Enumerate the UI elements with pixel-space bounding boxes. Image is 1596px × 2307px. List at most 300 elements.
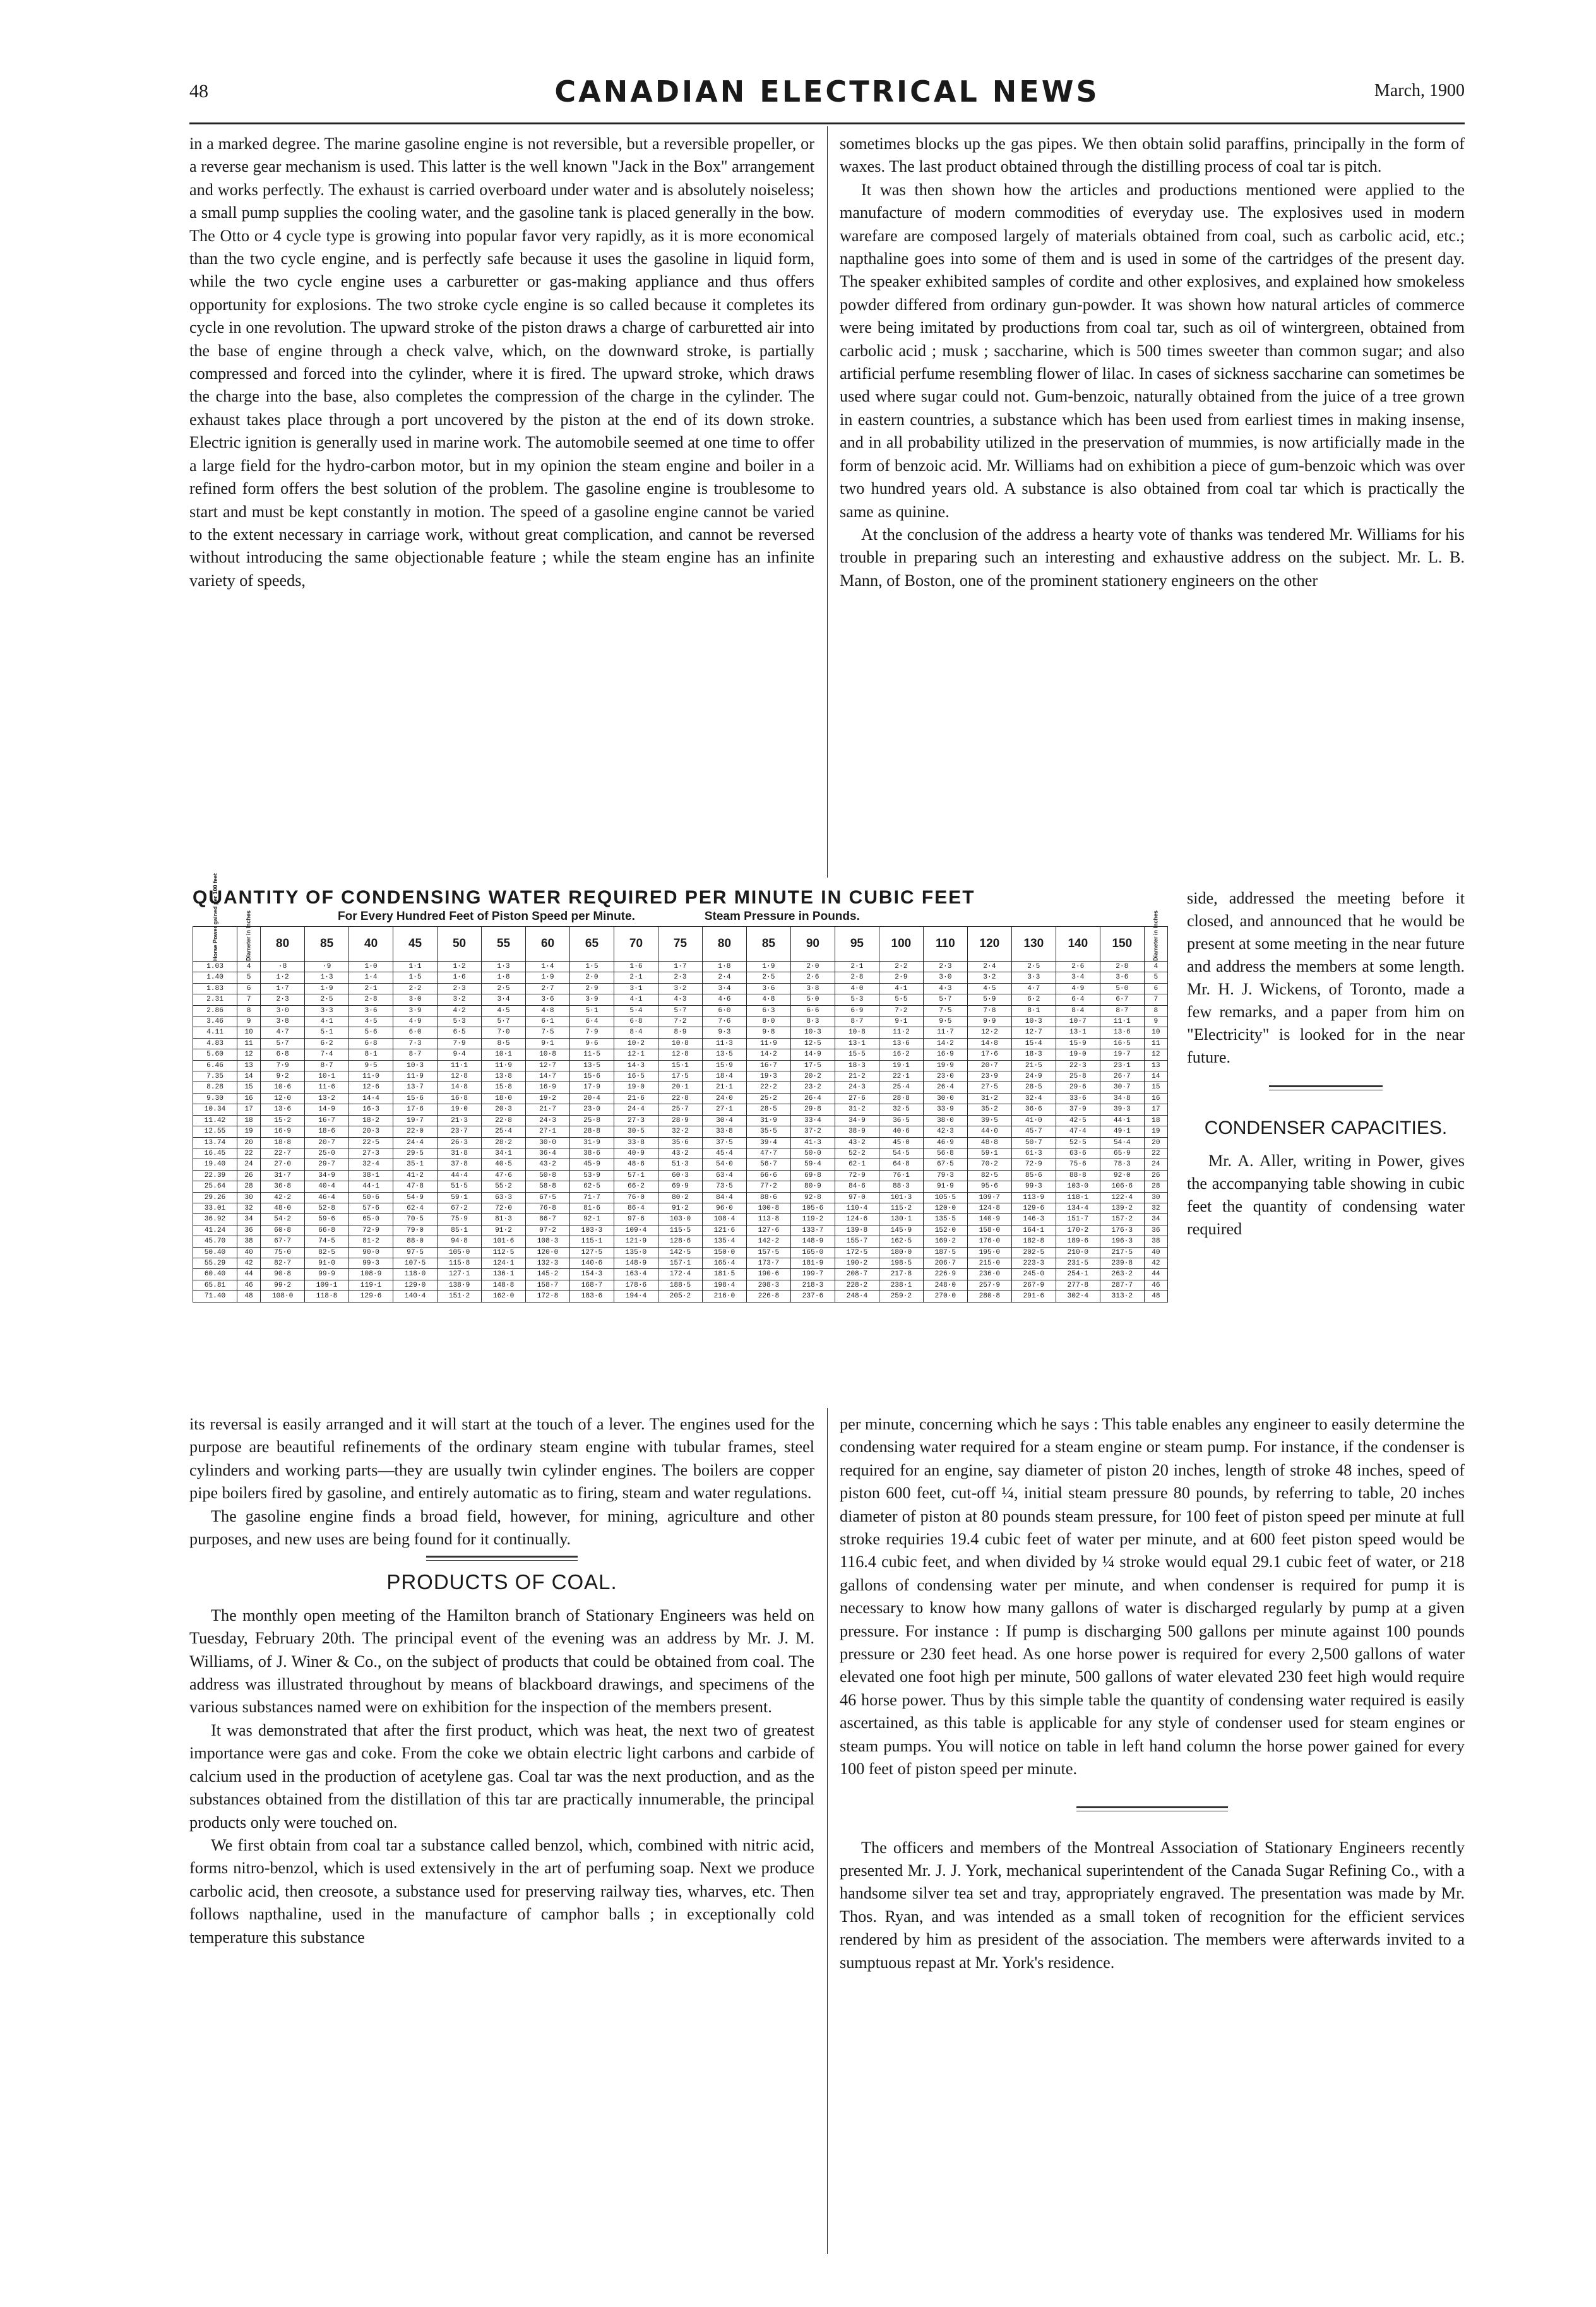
coal-title: PRODUCTS OF COAL.	[386, 1570, 617, 1594]
water-quantity-cell: 20·7	[305, 1137, 349, 1148]
water-quantity-cell: 254·1	[1056, 1269, 1100, 1280]
horse-power-cell: 8.28	[193, 1082, 237, 1093]
water-quantity-cell: 76·8	[526, 1203, 570, 1213]
water-quantity-cell: 2·5	[482, 983, 526, 994]
water-quantity-cell: 19·7	[1100, 1049, 1144, 1060]
table-row	[193, 1170, 1168, 1181]
water-quantity-cell: 70·5	[393, 1214, 438, 1225]
water-quantity-cell: 7·6	[702, 1016, 746, 1027]
water-quantity-cell: 7·4	[305, 1049, 349, 1060]
water-quantity-cell: 3·2	[658, 983, 702, 994]
water-quantity-cell: 33·8	[614, 1137, 658, 1148]
water-quantity-cell: 88·8	[1056, 1170, 1100, 1181]
water-quantity-cell: 163·4	[614, 1269, 658, 1280]
water-quantity-cell: 11·1	[1100, 1016, 1144, 1027]
diameter-cell: 30	[237, 1192, 260, 1203]
water-quantity-cell: 3·2	[438, 994, 482, 1005]
water-quantity-cell: 10·2	[614, 1038, 658, 1049]
column-header-pressure: 90	[790, 927, 835, 962]
issue-date: March, 1900	[1374, 81, 1465, 100]
water-quantity-cell: 18·4	[702, 1071, 746, 1082]
diameter-cell: 24	[1144, 1159, 1167, 1170]
diameter-cell: 16	[1144, 1093, 1167, 1104]
column-header-pressure: 80	[261, 927, 305, 962]
horse-power-cell: 11.42	[193, 1115, 237, 1126]
water-quantity-cell: 85·6	[1011, 1170, 1056, 1181]
water-quantity-cell: 28·2	[482, 1137, 526, 1148]
horse-power-cell: 33.01	[193, 1203, 237, 1213]
water-quantity-cell: 26·4	[923, 1082, 967, 1093]
water-quantity-cell: 35·2	[967, 1104, 1011, 1115]
water-quantity-cell: 1·4	[526, 962, 570, 972]
diameter-cell: 11	[237, 1038, 260, 1049]
water-quantity-cell: 165·0	[790, 1247, 835, 1258]
diameter-cell: 9	[1144, 1016, 1167, 1027]
paragraph: At the conclusion of the address a hearty vote of thanks was tendered Mr. Williams for his trouble in preparing such an interesting and exhaustive address on the subject. Mr. L. B. Mann, of Boston, one of the prominent stationery engineers on the other	[840, 525, 1465, 590]
water-quantity-cell: 12·7	[1011, 1027, 1056, 1038]
water-quantity-cell: 27·3	[349, 1148, 393, 1159]
water-quantity-cell: 162·5	[879, 1236, 923, 1247]
water-quantity-cell: 3·3	[305, 1005, 349, 1016]
horse-power-cell: 7.35	[193, 1071, 237, 1082]
water-quantity-cell: 7·2	[658, 1016, 702, 1027]
table-row	[193, 994, 1168, 1005]
water-quantity-cell: 33·6	[1056, 1093, 1100, 1104]
water-quantity-cell: 41·2	[393, 1170, 438, 1181]
water-quantity-cell: 82·5	[305, 1247, 349, 1258]
water-quantity-cell: 7·9	[261, 1060, 305, 1071]
water-quantity-cell: 108·4	[702, 1214, 746, 1225]
table-row	[193, 1104, 1168, 1115]
water-quantity-cell: 9·4	[438, 1049, 482, 1060]
water-quantity-cell: 75·0	[261, 1247, 305, 1258]
water-quantity-cell: 154·3	[570, 1269, 614, 1280]
water-quantity-cell: 3·4	[482, 994, 526, 1005]
water-quantity-cell: 103·0	[1056, 1181, 1100, 1192]
water-quantity-cell: 86·4	[614, 1203, 658, 1213]
diameter-cell: 42	[237, 1258, 260, 1268]
water-quantity-cell: 129·0	[393, 1280, 438, 1291]
water-quantity-cell: 33·4	[790, 1115, 835, 1126]
water-quantity-cell: 52·5	[1056, 1137, 1100, 1148]
water-quantity-cell: 50·6	[349, 1192, 393, 1203]
horse-power-cell: 13.74	[193, 1137, 237, 1148]
water-quantity-cell: 1·4	[349, 972, 393, 983]
water-quantity-cell: 270·0	[923, 1291, 967, 1302]
table-row	[193, 1115, 1168, 1126]
table-row	[193, 1247, 1168, 1258]
water-quantity-cell: 64·8	[879, 1159, 923, 1170]
water-quantity-cell: 28·8	[879, 1093, 923, 1104]
water-quantity-cell: 75·9	[438, 1214, 482, 1225]
water-quantity-cell: 80·9	[790, 1181, 835, 1192]
water-quantity-cell: 45·7	[1011, 1126, 1056, 1137]
water-quantity-cell: 17·5	[658, 1071, 702, 1082]
water-quantity-cell: 101·3	[879, 1192, 923, 1203]
water-quantity-cell: 17·5	[790, 1060, 835, 1071]
water-quantity-cell: 47·6	[482, 1170, 526, 1181]
water-quantity-cell: 210·0	[1056, 1247, 1100, 1258]
water-quantity-cell: 109·7	[967, 1192, 1011, 1203]
table-row	[193, 1049, 1168, 1060]
water-quantity-cell: 3·0	[393, 994, 438, 1005]
table-row	[193, 1082, 1168, 1093]
water-quantity-cell: 78·3	[1100, 1159, 1144, 1170]
water-quantity-cell: 30·0	[526, 1137, 570, 1148]
column-header-pressure: 95	[835, 927, 879, 962]
water-quantity-cell: 14·7	[526, 1071, 570, 1082]
water-quantity-cell: 172·5	[835, 1247, 879, 1258]
water-quantity-cell: 97·5	[393, 1247, 438, 1258]
water-quantity-cell: 100·8	[746, 1203, 790, 1213]
water-quantity-cell: 105·0	[438, 1247, 482, 1258]
water-quantity-cell: 107·5	[393, 1258, 438, 1268]
water-quantity-cell: 6·8	[261, 1049, 305, 1060]
diameter-cell: 18	[237, 1115, 260, 1126]
water-quantity-cell: 124·6	[835, 1214, 879, 1225]
horse-power-cell: 5.60	[193, 1049, 237, 1060]
condenser-title: CONDENSER CAPACITIES.	[1204, 1118, 1448, 1138]
diameter-cell: 4	[1144, 962, 1167, 972]
water-quantity-cell: 3·4	[1056, 972, 1100, 983]
water-quantity-cell: 56·8	[923, 1148, 967, 1159]
water-quantity-cell: 52·8	[305, 1203, 349, 1213]
water-quantity-cell: 80·2	[658, 1192, 702, 1203]
water-quantity-cell: 4·6	[702, 994, 746, 1005]
horse-power-cell: 2.31	[193, 994, 237, 1005]
water-quantity-cell: 10·1	[482, 1049, 526, 1060]
water-quantity-cell: 3·6	[349, 1005, 393, 1016]
water-quantity-cell: 9·5	[349, 1060, 393, 1071]
water-quantity-cell: 118·1	[1056, 1192, 1100, 1203]
water-quantity-cell: 11·3	[702, 1038, 746, 1049]
water-quantity-cell: 39·3	[1100, 1104, 1144, 1115]
column-header-pressure: 75	[658, 927, 702, 962]
water-quantity-cell: 67·5	[526, 1192, 570, 1203]
water-quantity-cell: 11·9	[482, 1060, 526, 1071]
water-quantity-cell: 97·2	[526, 1225, 570, 1236]
water-quantity-cell: 223·3	[1011, 1258, 1056, 1268]
horse-power-cell: 25.64	[193, 1181, 237, 1192]
water-quantity-cell: 176·0	[967, 1236, 1011, 1247]
water-quantity-cell: 60·3	[658, 1170, 702, 1181]
article-coal-continued	[840, 133, 1465, 592]
water-quantity-cell: 91·0	[305, 1258, 349, 1268]
water-quantity-cell: 130·1	[879, 1214, 923, 1225]
water-quantity-cell: 245·0	[1011, 1269, 1056, 1280]
water-quantity-cell: 7·5	[526, 1027, 570, 1038]
water-quantity-cell: 36·5	[879, 1115, 923, 1126]
water-quantity-cell: 26·4	[790, 1093, 835, 1104]
water-quantity-cell: 26·7	[1100, 1071, 1144, 1082]
water-quantity-cell: 17·9	[570, 1082, 614, 1093]
water-quantity-cell: 45·4	[702, 1148, 746, 1159]
water-quantity-cell: 236·0	[967, 1269, 1011, 1280]
header-rule	[189, 122, 1465, 124]
water-quantity-cell: 5·6	[349, 1027, 393, 1038]
water-quantity-cell: 59·4	[790, 1159, 835, 1170]
horse-power-cell: 65.81	[193, 1280, 237, 1291]
water-quantity-cell: 22·5	[349, 1137, 393, 1148]
diameter-cell: 15	[237, 1082, 260, 1093]
water-quantity-cell: 108·3	[526, 1236, 570, 1247]
column-header-pressure: 150	[1100, 927, 1144, 962]
water-quantity-cell: 10·8	[835, 1027, 879, 1038]
paragraph: The officers and members of the Montreal Association of Stationary Engineers recently presented Mr. J. J. York, mechanical superintendent of the Canada Sugar Refining Co., with a handsome silver tea set and tray, appropriately engraved. The presentation was made by Mr. Thos. Ryan, and was intended as a small token of recognition for the efficient services rendered by him as president of the association. The members were afterwards invited to a sumptuous repast at Mr. York's residence.	[840, 1838, 1465, 1972]
water-quantity-cell: 103·3	[570, 1225, 614, 1236]
water-quantity-cell: 198·4	[702, 1280, 746, 1291]
water-quantity-cell: 21·3	[438, 1115, 482, 1126]
water-quantity-cell: 108·9	[349, 1269, 393, 1280]
water-quantity-cell: 4·9	[393, 1016, 438, 1027]
water-quantity-cell: 226·8	[746, 1291, 790, 1302]
table-row	[193, 962, 1168, 972]
water-quantity-cell: 113·9	[1011, 1192, 1056, 1203]
water-quantity-cell: 19·2	[526, 1093, 570, 1104]
water-quantity-cell: 28·8	[570, 1126, 614, 1137]
water-quantity-cell: 3·0	[923, 972, 967, 983]
water-quantity-cell: 14·8	[967, 1038, 1011, 1049]
water-quantity-cell: 62·5	[570, 1181, 614, 1192]
water-quantity-cell: 128·6	[658, 1236, 702, 1247]
column-header-pressure: 130	[1011, 927, 1056, 962]
water-quantity-cell: 208·3	[746, 1280, 790, 1291]
water-quantity-cell: 31·7	[261, 1170, 305, 1181]
water-quantity-cell: 238·1	[879, 1280, 923, 1291]
water-quantity-cell: 14·3	[614, 1060, 658, 1071]
diameter-cell: 20	[237, 1137, 260, 1148]
water-quantity-cell: 9·5	[923, 1016, 967, 1027]
water-quantity-cell: 26·3	[438, 1137, 482, 1148]
water-quantity-cell: 33·8	[702, 1126, 746, 1137]
water-quantity-cell: 8·7	[305, 1060, 349, 1071]
water-quantity-cell: 67·5	[923, 1159, 967, 1170]
water-quantity-cell: 14·2	[746, 1049, 790, 1060]
water-quantity-cell: 1·5	[570, 962, 614, 972]
water-quantity-cell: 2·9	[570, 983, 614, 994]
water-quantity-cell: 13·7	[393, 1082, 438, 1093]
water-quantity-cell: 124·8	[967, 1203, 1011, 1213]
water-quantity-cell: 59·1	[438, 1192, 482, 1203]
diameter-cell: 6	[1144, 983, 1167, 994]
water-quantity-cell: 47·7	[746, 1148, 790, 1159]
water-quantity-cell: 157·5	[746, 1247, 790, 1258]
water-quantity-cell: 15·2	[261, 1115, 305, 1126]
water-quantity-cell: 23·0	[570, 1104, 614, 1115]
diameter-cell: 22	[237, 1148, 260, 1159]
diameter-cell: 19	[1144, 1126, 1167, 1137]
column-header-pressure: 60	[526, 927, 570, 962]
water-quantity-cell: 35·1	[393, 1159, 438, 1170]
water-quantity-cell: 44·1	[1100, 1115, 1144, 1126]
water-quantity-cell: 2·5	[746, 972, 790, 983]
water-quantity-cell: 57·6	[349, 1203, 393, 1213]
water-quantity-cell: 7·0	[482, 1027, 526, 1038]
water-quantity-cell: 65·0	[349, 1214, 393, 1225]
horse-power-cell: 22.39	[193, 1170, 237, 1181]
water-quantity-cell: 5·4	[614, 1005, 658, 1016]
water-quantity-cell: 124·1	[482, 1258, 526, 1268]
diameter-cell: 36	[237, 1225, 260, 1236]
table-row	[193, 1192, 1168, 1203]
table-row	[193, 1181, 1168, 1192]
horse-power-cell: 9.30	[193, 1093, 237, 1104]
water-quantity-cell: 51·5	[438, 1181, 482, 1192]
water-quantity-cell: 99·2	[261, 1280, 305, 1291]
water-quantity-cell: 122·4	[1100, 1192, 1144, 1203]
water-quantity-cell: 38·6	[570, 1148, 614, 1159]
water-quantity-cell: 84·6	[835, 1181, 879, 1192]
water-quantity-cell: 109·1	[305, 1280, 349, 1291]
water-quantity-cell: 74·5	[305, 1236, 349, 1247]
water-quantity-cell: 189·6	[1056, 1236, 1100, 1247]
water-quantity-cell: 6·0	[702, 1005, 746, 1016]
paragraph: per minute, concerning which he says : This table enables any engineer to easily determine the condensing water required for a steam engine or steam pump. For instance, if the condenser is required for an engine, say diameter of piston 20 inches, length of stroke 48 inches, speed of piston 600 feet, cut-off ¼, initial steam pressure 80 pounds, by referring to table, 20 inches diameter of piston at 80 pounds steam pressure, for 100 feet of piston speed per minute at full stroke requiries 19.4 cubic feet of water per minute, and at 600 feet piston speed would be 116.4 cubic feet, and when divided by ¼ stroke would equal 29.1 cubic feet of water, or 218 gallons of condensing water per minute, and when condenser is required for pump it is necessary to know how many gallons of water is discharged regularly by pump at a given pressure. For instance : If pump is discharging 500 gallons per minute against 100 pounds pressure or 230 feet head. As one horse power is required for every 2,500 gallons of water elevated one foot high per minute, 500 gallons of water elevated 230 feet high would require 46 horse power. Thus by this simple table the quantity of condensing water required is easily ascertained, as this table is applicable for any style of condenser used for steam engines or steam pumps. You will notice on table in left hand column the horse power gained for every 100 feet of piston speed per minute.	[840, 1415, 1465, 1779]
water-quantity-cell: 133·7	[790, 1225, 835, 1236]
water-quantity-cell: 4·1	[305, 1016, 349, 1027]
water-quantity-cell: 3·6	[746, 983, 790, 994]
water-quantity-cell: 135·0	[614, 1247, 658, 1258]
water-quantity-cell: 140·4	[393, 1291, 438, 1302]
water-quantity-cell: 63·4	[702, 1170, 746, 1181]
water-quantity-cell: 14·9	[305, 1104, 349, 1115]
horse-power-cell: 50.40	[193, 1247, 237, 1258]
water-quantity-cell: 15·9	[1056, 1038, 1100, 1049]
water-quantity-cell: 2·0	[790, 962, 835, 972]
water-quantity-cell: 148·9	[614, 1258, 658, 1268]
water-quantity-cell: 95·6	[967, 1181, 1011, 1192]
water-quantity-cell: 2·5	[305, 994, 349, 1005]
water-quantity-cell: 9·1	[526, 1038, 570, 1049]
water-quantity-cell: 53·9	[570, 1170, 614, 1181]
paragraph: It was then shown how the articles and productions mentioned were applied to the manufacture of modern commodities of everyday use. The explosives used in modern warefare are composed largely of materials obtained from coal, such as carbolic acid, etc.; napthaline goes into some of them and is used in some of the cartridges of the present day. The speaker exhibited samples of cordite and other explosives, and explained how smokeless powder differed from ordinary gun-powder. It was shown how natural articles of commerce were being imitated by productions from coal tar, such as oil of wintergreen, obtained from carbolic acid ; musk ; saccharine, which is 500 times sweeter than common sugar; and also artificial perfume resembling flower of lilac. In cases of sickness saccharine can sometimes be used where sugar could not. Gum-benzoic, naturally obtained from the juice of a tree grown in eastern countries, a substance which has been used from earliest times in making insense, and in all probability utilized in the preservation of mummies, is now artificially made in the form of benzoic acid. Mr. Williams had on exhibition a piece of gum-benzoic which was over two hundred years old. A substance is also obtained from coal tar which is practically the same as quinine.	[840, 180, 1465, 521]
water-quantity-cell: 69·8	[790, 1170, 835, 1181]
water-quantity-cell: 13·6	[1100, 1027, 1144, 1038]
water-quantity-cell: 39·5	[967, 1115, 1011, 1126]
water-quantity-cell: 106·6	[1100, 1181, 1144, 1192]
water-quantity-cell: 20·4	[570, 1093, 614, 1104]
water-quantity-cell: 23·0	[923, 1071, 967, 1082]
horse-power-cell: 1.83	[193, 983, 237, 994]
water-quantity-cell: 239·8	[1100, 1258, 1144, 1268]
water-quantity-cell: 4·9	[1056, 983, 1100, 994]
water-quantity-cell: 44·4	[438, 1170, 482, 1181]
water-quantity-cell: 5·5	[879, 994, 923, 1005]
water-quantity-cell: 29·7	[305, 1159, 349, 1170]
table-row	[193, 1148, 1168, 1159]
table-row	[193, 983, 1168, 994]
water-quantity-cell: 10·6	[261, 1082, 305, 1093]
water-quantity-cell: 4·1	[614, 994, 658, 1005]
water-quantity-cell: 217·8	[879, 1269, 923, 1280]
table-row	[193, 1005, 1168, 1016]
water-quantity-cell: 14·9	[790, 1049, 835, 1060]
water-quantity-cell: 6·6	[790, 1005, 835, 1016]
water-quantity-cell: 165·4	[702, 1258, 746, 1268]
water-quantity-cell: 1·2	[438, 962, 482, 972]
water-quantity-cell: 99·9	[305, 1269, 349, 1280]
article-gasoline-engines-bottom	[189, 1413, 814, 1949]
water-quantity-cell: 20·3	[482, 1104, 526, 1115]
water-quantity-cell: 148·9	[790, 1236, 835, 1247]
water-quantity-cell: 29·6	[1056, 1082, 1100, 1093]
water-quantity-cell: 2·3	[658, 972, 702, 983]
water-quantity-cell: 18·8	[261, 1137, 305, 1148]
water-quantity-cell: 267·9	[1011, 1280, 1056, 1291]
water-quantity-cell: 25·4	[879, 1082, 923, 1093]
water-quantity-cell: 11·2	[879, 1027, 923, 1038]
water-quantity-cell: 6·3	[746, 1005, 790, 1016]
water-quantity-cell: 76·1	[879, 1170, 923, 1181]
water-quantity-cell: 79·3	[923, 1170, 967, 1181]
water-quantity-cell: 5·7	[658, 1005, 702, 1016]
water-quantity-cell: 217·5	[1100, 1247, 1144, 1258]
water-quantity-cell: 12·8	[658, 1049, 702, 1060]
diameter-cell: 38	[237, 1236, 260, 1247]
column-header-diameter-right: Diameter in Inches	[1144, 927, 1167, 962]
water-quantity-cell: 2·3	[438, 983, 482, 994]
water-quantity-cell: 173·7	[746, 1258, 790, 1268]
water-quantity-cell: 115·8	[438, 1258, 482, 1268]
water-quantity-cell: 208·7	[835, 1269, 879, 1280]
column-header-diameter-left: Diameter in Inches	[237, 927, 260, 962]
water-quantity-cell: 70·2	[967, 1159, 1011, 1170]
water-quantity-cell: 10·3	[1011, 1016, 1056, 1027]
diameter-cell: 10	[237, 1027, 260, 1038]
water-quantity-cell: 9·8	[746, 1027, 790, 1038]
horse-power-cell: 3.46	[193, 1016, 237, 1027]
water-quantity-cell: 13·1	[1056, 1027, 1100, 1038]
water-quantity-cell: 18·2	[349, 1115, 393, 1126]
diameter-cell: 6	[237, 983, 260, 994]
water-quantity-cell: 21·5	[1011, 1060, 1056, 1071]
water-quantity-cell: 6·8	[614, 1016, 658, 1027]
water-quantity-cell: 47·4	[1056, 1126, 1100, 1137]
section-rule	[426, 1556, 578, 1561]
water-quantity-cell: 19·0	[438, 1104, 482, 1115]
water-quantity-cell: 1·1	[393, 962, 438, 972]
water-quantity-cell: 1·6	[438, 972, 482, 983]
paragraph: side, addressed the meeting before it closed, and announced that he would be present at some meeting in the near future and address the members at some length. Mr. H. J. Wickens, of Toronto, made a few remarks, and a paper from him on "Electricity" is looked for in the near future.	[1187, 889, 1465, 1066]
water-quantity-cell: 81·2	[349, 1236, 393, 1247]
water-quantity-cell: 3·6	[526, 994, 570, 1005]
table-row	[193, 1016, 1168, 1027]
paragraph: its reversal is easily arranged and it will start at the touch of a lever. The engines used for the purpose are beautiful refinements of the ordinary steam engine with tubular frames, steel cylinders and working parts—they are usually twin cylinder engines. The boilers are copper pipe boilers fired by gasoline, and entirely automatic as to firing, steam and water regulations.	[189, 1415, 814, 1503]
water-quantity-cell: 15·1	[658, 1060, 702, 1071]
water-quantity-cell: 11·7	[923, 1027, 967, 1038]
sidebar-continued	[1187, 887, 1465, 1241]
water-quantity-cell: 142·2	[746, 1236, 790, 1247]
water-quantity-cell: 118·8	[305, 1291, 349, 1302]
water-quantity-cell: 23·7	[438, 1126, 482, 1137]
water-quantity-cell: 2·4	[702, 972, 746, 983]
water-quantity-cell: 9·3	[702, 1027, 746, 1038]
water-quantity-cell: 215·0	[967, 1258, 1011, 1268]
diameter-cell: 46	[1144, 1280, 1167, 1291]
horse-power-cell: 45.70	[193, 1236, 237, 1247]
water-quantity-cell: 75·6	[1056, 1159, 1100, 1170]
water-quantity-cell: 28·9	[658, 1115, 702, 1126]
water-quantity-cell: 94·8	[438, 1236, 482, 1247]
water-quantity-cell: 17·6	[393, 1104, 438, 1115]
diameter-cell: 34	[237, 1214, 260, 1225]
water-quantity-cell: 129·6	[349, 1291, 393, 1302]
water-quantity-cell: 16·5	[614, 1071, 658, 1082]
water-quantity-cell: 2·2	[879, 962, 923, 972]
water-quantity-cell: 55·2	[482, 1181, 526, 1192]
water-quantity-cell: 158·0	[967, 1225, 1011, 1236]
water-quantity-cell: 16·9	[923, 1049, 967, 1060]
